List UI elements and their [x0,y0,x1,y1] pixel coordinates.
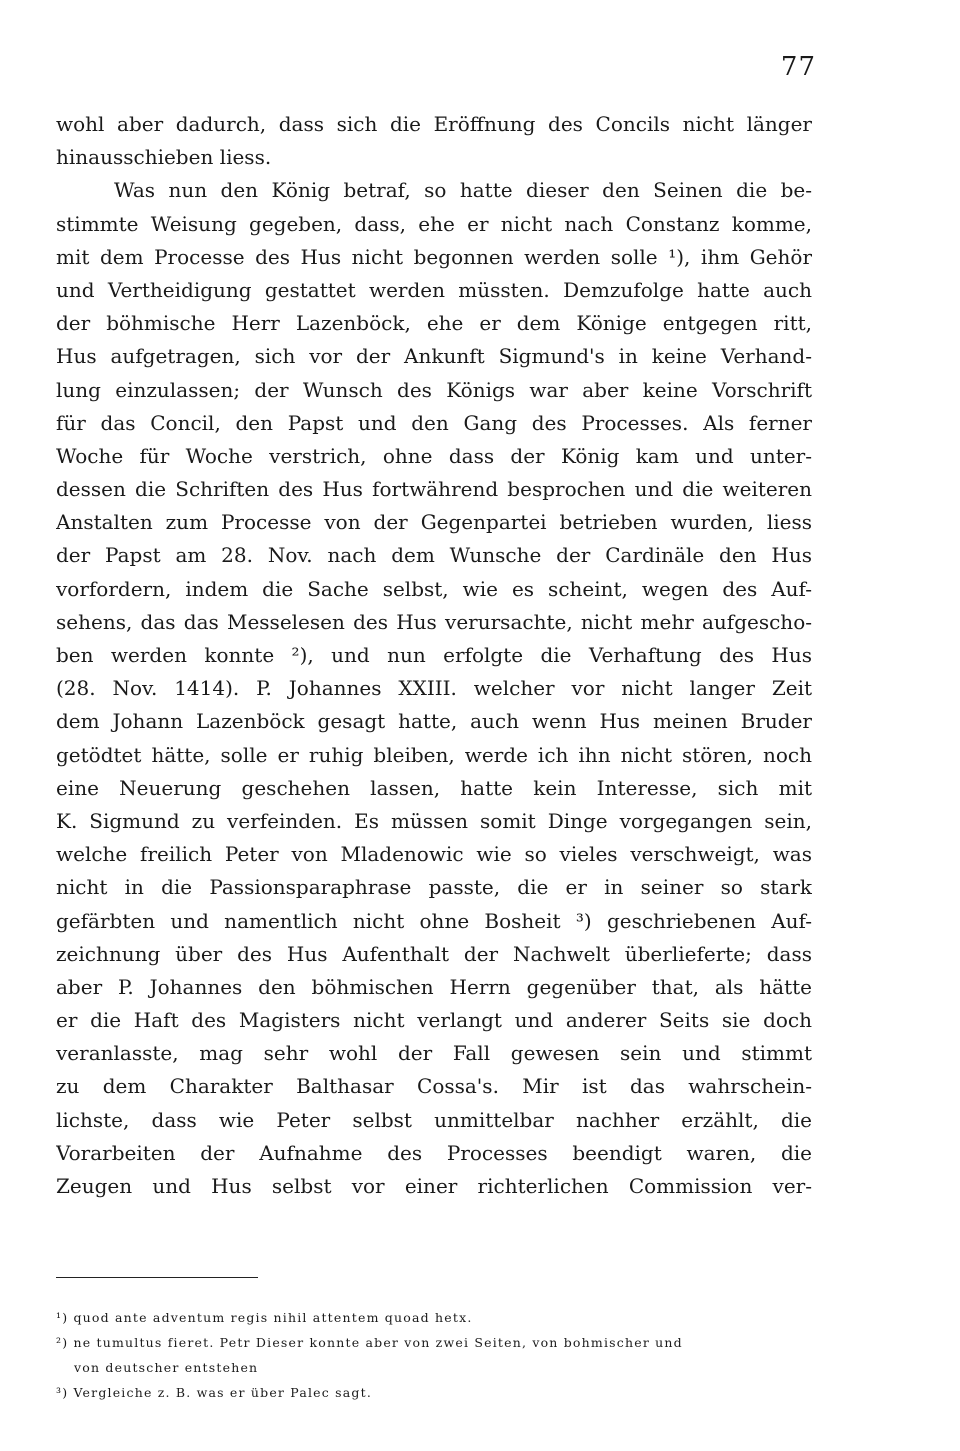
text-line: nicht in die Passionsparaphrase passte, die er in seiner so stark [56,875,812,900]
text-line: der Papst am 28. Nov. nach dem Wunsche der Cardinäle den Hus [56,543,812,568]
text-line: vorfordern, indem die Sache selbst, wie es scheint, wegen des Auf- [56,576,812,601]
text-line: hinausschieben liess. [56,145,272,170]
text-line: Vorarbeiten der Aufnahme des Processes beendigt waren, die [56,1140,812,1165]
text-line: wohl aber dadurch, dass sich die Eröffnung des Concils nicht länger [56,112,812,136]
footnote-3: ³) Vergleiche z. B. was er über Palec sagt. [56,1385,373,1400]
text-line: mit dem Processe des Hus nicht begonnen werden solle ¹), ihm Gehör [56,244,812,269]
text-line: zu dem Charakter Balthasar Cossa's. Mir ist das wahrschein- [56,1074,812,1099]
text-line: getödtet hätte, solle er ruhig bleiben, werde ich ihn nicht stören, noch [56,742,812,767]
text-line: lung einzulassen; der Wunsch des Königs war aber keine Vorschrift [56,377,812,402]
text-line: Was nun den König betraf, so hatte dieser den Seinen die be- [114,178,812,203]
text-line: dem Johann Lazenböck gesagt hatte, auch wenn Hus meinen Bruder [56,709,812,734]
footnotes [56,1305,812,1405]
text-line: lichste, dass wie Peter selbst unmittelbar nachher erzählt, die [56,1107,812,1132]
text-line: der böhmische Herr Lazenböck, ehe er dem Könige entgegen ritt, [56,311,812,336]
text-line: Woche für Woche verstrich, ohne dass der König kam und unter- [56,443,812,468]
page-number: 77 [780,52,816,82]
text-line: welche freilich Peter von Mladenowic wie so vieles verschweigt, was [56,842,812,867]
footnote-1: ¹) quod ante adventum regis nihil attentem quoad hetx. [56,1310,473,1325]
text-line: (28. Nov. 1414). P. Johannes XXIII. welcher vor nicht langer Zeit [56,676,812,701]
text-line: zeichnung über des Hus Aufenthalt der Nachwelt überlieferte; dass [56,941,812,966]
text-line: stimmte Weisung gegeben, dass, ehe er nicht nach Constanz komme, [56,211,812,236]
text-line: für das Concil, den Papst und den Gang des Processes. Als ferner [56,410,812,435]
text-line: veranlasste, mag sehr wohl der Fall gewesen sein und stimmt [56,1041,812,1066]
text-line: eine Neuerung geschehen lassen, hatte kein Interesse, sich mit [56,775,812,800]
text-line: und Vertheidigung gestattet werden müssten. Demzufolge hatte auch [56,277,812,302]
text-line: K. Sigmund zu verfeinden. Es müssen somit Dinge vorgegangen sein, [56,808,812,833]
body-text [56,108,812,1203]
text-line: Zeugen und Hus selbst vor einer richterlichen Commission ver- [56,1174,812,1198]
text-line: sehens, das das Messelesen des Hus verursachte, nicht mehr aufgescho- [56,609,812,634]
text-line: Anstalten zum Processe von der Gegenpartei betrieben wurden, liess [56,510,812,535]
text-line: aber P. Johannes den böhmischen Herrn gegenüber that, als hätte [56,974,812,999]
footnote-2-continuation: von deutscher entstehen [74,1360,259,1375]
footnote-2: ²) ne tumultus fieret. Petr Dieser konnte aber von zwei Seiten, von bohmischer und [56,1335,683,1350]
footnote-divider [56,1277,258,1278]
text-line: dessen die Schriften des Hus fortwährend besprochen und die weiteren [56,477,812,502]
text-line: er die Haft des Magisters nicht verlangt und anderer Seits sie doch [56,1008,812,1033]
text-line: ben werden konnte ²), und nun erfolgte die Verhaftung des Hus [56,643,812,667]
text-line: gefärbten und namentlich nicht ohne Bosheit ³) geschriebenen Auf- [56,908,812,933]
text-line: Hus aufgetragen, sich vor der Ankunft Sigmund's in keine Verhand- [56,344,812,369]
